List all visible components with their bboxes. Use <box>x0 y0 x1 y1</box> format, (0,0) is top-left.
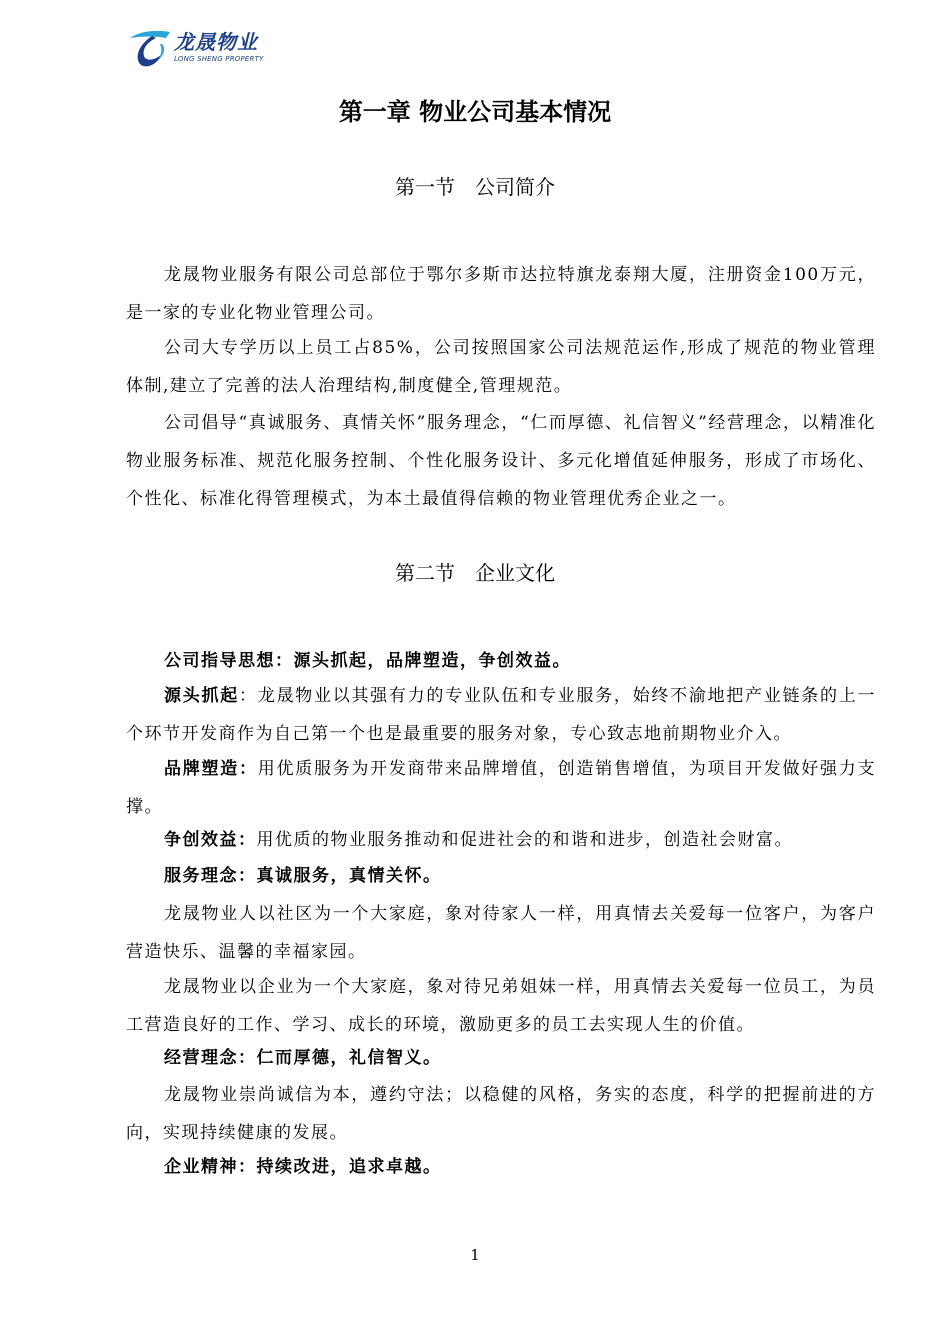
service-philosophy-heading: 服务理念：真诚服务，真情关怀。 <box>164 866 442 886</box>
logo-swoosh-icon <box>126 22 176 72</box>
enterprise-spirit-heading: 企业精神：持续改进，追求卓越。 <box>164 1157 442 1177</box>
inline-heading: 品牌塑造： <box>164 759 258 779</box>
paragraph-text: 用优质的物业服务推动和促进社会的和谐和进步，创造社会财富。 <box>256 830 793 850</box>
business-philosophy-heading: 经营理念：仁而厚德，礼信智义。 <box>164 1048 442 1068</box>
inline-heading: 源头抓起 <box>164 686 239 706</box>
paragraph: 公司大专学历以上员工占85%，公司按照国家公司法规范运作,形成了规范的物业管理体制,建立了完善的法人治理结构,制度健全,管理规范。 <box>126 338 876 396</box>
logo-subtitle: LONG SHENG PROPERTY <box>174 55 264 63</box>
paragraph-text: 用优质服务为开发商带来品牌增值，创造销售增值，为项目开发做好强力支撑。 <box>126 759 877 817</box>
paragraph-text: ：龙晟物业以其强有力的专业队伍和专业服务，始终不渝地把产业链条的上一个环节开发商作为自己第一个也是最重要的服务对象，专心致志地前期物业介入。 <box>126 686 877 744</box>
chapter-title: 第一章 物业公司基本情况 <box>338 98 612 126</box>
paragraph: 龙晟物业服务有限公司总部位于鄂尔多斯市达拉特旗龙泰翔大厦，注册资金100万元，是一家的专业化物业管理公司。 <box>126 265 876 323</box>
paragraph: 公司倡导“真诚服务、真情关怀”服务理念，“仁而厚德、礼信智义”经营理念，以精准化物业服务标准、规范化服务控制、个性化服务设计、多元化增值延伸服务，形成了市场化、个性化、标准化得管理模式，为本土最值得信赖的物业管理优秀企业之一。 <box>126 413 876 509</box>
company-logo <box>126 22 264 72</box>
paragraph: 龙晟物业人以社区为一个大家庭，象对待家人一样，用真情去关爱每一位客户，为客户营造快乐、温馨的幸福家园。 <box>126 904 876 962</box>
paragraph <box>126 821 876 859</box>
section-title: 第二节 企业文化 <box>395 561 555 585</box>
section-title: 第一节 公司简介 <box>395 175 555 199</box>
paragraph: 龙晟物业崇尚诚信为本，遵约守法；以稳健的风格，务实的态度，科学的把握前进的方向，实现持续健康的发展。 <box>126 1085 876 1143</box>
logo-name: 龙晟物业 <box>174 30 258 54</box>
paragraph: 龙晟物业以企业为一个大家庭，象对待兄弟姐妹一样，用真情去关爱每一位员工，为员工营造良好的工作、学习、成长的环境，激励更多的员工去实现人生的价值。 <box>126 977 876 1035</box>
guiding-principle-heading: 公司指导思想：源头抓起，品牌塑造，争创效益。 <box>164 651 571 671</box>
page-number: 1 <box>470 1246 480 1264</box>
paragraph <box>126 677 876 753</box>
inline-heading: 争创效益： <box>164 830 257 850</box>
paragraph <box>126 750 876 826</box>
